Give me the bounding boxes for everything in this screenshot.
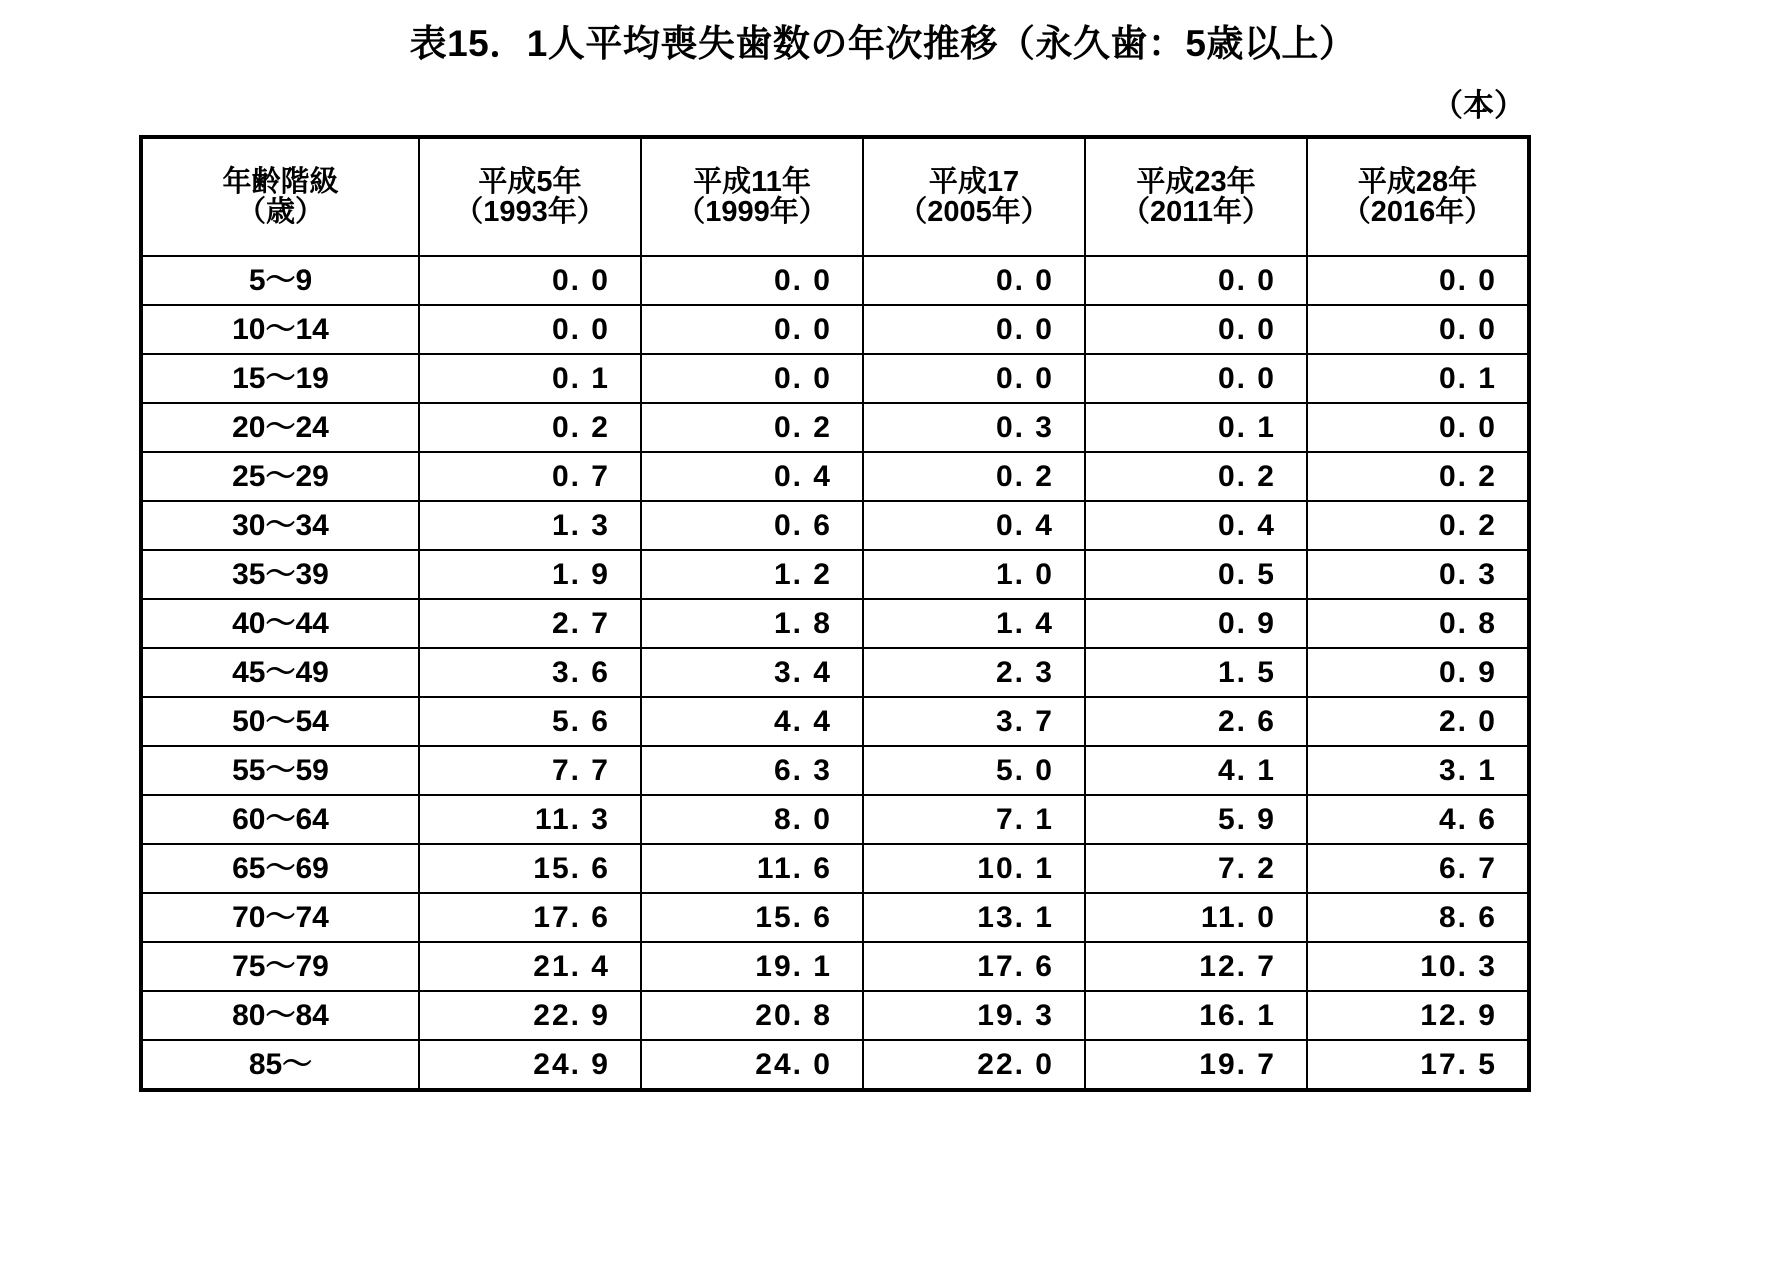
row-label: 45〜49 (141, 648, 419, 697)
row-label: 25〜29 (141, 452, 419, 501)
row-label: 20〜24 (141, 403, 419, 452)
row-label: 60〜64 (141, 795, 419, 844)
row-label: 35〜39 (141, 550, 419, 599)
cell-value: 6. 3 (641, 746, 863, 795)
table-row (141, 844, 1529, 893)
row-label: 30〜34 (141, 501, 419, 550)
cell-value: 2. 0 (1307, 697, 1529, 746)
row-label: 75〜79 (141, 942, 419, 991)
row-label: 85〜 (141, 1040, 419, 1090)
cell-value: 8. 6 (1307, 893, 1529, 942)
cell-value: 7. 7 (419, 746, 641, 795)
cell-value: 19. 7 (1085, 1040, 1307, 1090)
cell-value: 0. 0 (419, 305, 641, 354)
table-container (123, 135, 1643, 1092)
cell-value: 22. 0 (863, 1040, 1085, 1090)
cell-value: 0. 0 (1307, 403, 1529, 452)
table-row (141, 501, 1529, 550)
table-row (141, 942, 1529, 991)
table-row (141, 354, 1529, 403)
cell-value: 0. 0 (1085, 354, 1307, 403)
cell-value: 0. 0 (419, 256, 641, 305)
row-label: 55〜59 (141, 746, 419, 795)
cell-value: 24. 0 (641, 1040, 863, 1090)
cell-value: 0. 0 (863, 354, 1085, 403)
cell-value: 11. 3 (419, 795, 641, 844)
table-row (141, 403, 1529, 452)
cell-value: 2. 3 (863, 648, 1085, 697)
cell-value: 2. 6 (1085, 697, 1307, 746)
cell-value: 0. 0 (641, 354, 863, 403)
cell-value: 7. 2 (1085, 844, 1307, 893)
cell-value: 10. 1 (863, 844, 1085, 893)
cell-value: 13. 1 (863, 893, 1085, 942)
row-label: 10〜14 (141, 305, 419, 354)
table-row (141, 1040, 1529, 1090)
table-body (141, 256, 1529, 1090)
row-label: 15〜19 (141, 354, 419, 403)
table-row (141, 893, 1529, 942)
cell-value: 15. 6 (641, 893, 863, 942)
cell-value: 0. 0 (1085, 256, 1307, 305)
tooth-loss-table (139, 135, 1531, 1092)
cell-value: 17. 5 (1307, 1040, 1529, 1090)
column-header-2005: 平成17 （2005年） (863, 137, 1085, 256)
column-header-2011: 平成23年 （2011年） (1085, 137, 1307, 256)
cell-value: 15. 6 (419, 844, 641, 893)
cell-value: 0. 3 (1307, 550, 1529, 599)
cell-value: 12. 9 (1307, 991, 1529, 1040)
cell-value: 24. 9 (419, 1040, 641, 1090)
cell-value: 6. 7 (1307, 844, 1529, 893)
unit-label: （本） (1432, 88, 1525, 124)
cell-value: 2. 7 (419, 599, 641, 648)
cell-value: 12. 7 (1085, 942, 1307, 991)
table-row (141, 648, 1529, 697)
cell-value: 21. 4 (419, 942, 641, 991)
column-header-2016: 平成28年 （2016年） (1307, 137, 1529, 256)
cell-value: 5. 6 (419, 697, 641, 746)
cell-value: 0. 0 (863, 256, 1085, 305)
cell-value: 16. 1 (1085, 991, 1307, 1040)
cell-value: 0. 0 (1307, 256, 1529, 305)
cell-value: 4. 4 (641, 697, 863, 746)
cell-value: 0. 2 (1307, 501, 1529, 550)
table-row (141, 599, 1529, 648)
column-header-1993: 平成5年 （1993年） (419, 137, 641, 256)
table-row (141, 550, 1529, 599)
cell-value: 19. 3 (863, 991, 1085, 1040)
cell-value: 0. 2 (1085, 452, 1307, 501)
cell-value: 4. 1 (1085, 746, 1307, 795)
cell-value: 1. 0 (863, 550, 1085, 599)
cell-value: 22. 9 (419, 991, 641, 1040)
cell-value: 7. 1 (863, 795, 1085, 844)
cell-value: 0. 8 (1307, 599, 1529, 648)
table-row (141, 452, 1529, 501)
cell-value: 17. 6 (419, 893, 641, 942)
table-row (141, 991, 1529, 1040)
cell-value: 0. 2 (419, 403, 641, 452)
table-row (141, 256, 1529, 305)
page-title: 表15．1人平均喪失歯数の年次推移（永久歯：5歳以上） (409, 23, 1357, 64)
cell-value: 0. 7 (419, 452, 641, 501)
cell-value: 0. 2 (1307, 452, 1529, 501)
cell-value: 11. 6 (641, 844, 863, 893)
cell-value: 3. 6 (419, 648, 641, 697)
cell-value: 17. 6 (863, 942, 1085, 991)
cell-value: 1. 8 (641, 599, 863, 648)
table-head (141, 137, 1529, 256)
cell-value: 0. 2 (863, 452, 1085, 501)
cell-value: 0. 6 (641, 501, 863, 550)
table-row (141, 305, 1529, 354)
table-row (141, 697, 1529, 746)
cell-value: 1. 4 (863, 599, 1085, 648)
cell-value: 0. 1 (1307, 354, 1529, 403)
cell-value: 0. 4 (641, 452, 863, 501)
cell-value: 0. 0 (641, 305, 863, 354)
cell-value: 0. 3 (863, 403, 1085, 452)
cell-value: 0. 0 (641, 256, 863, 305)
row-label: 40〜44 (141, 599, 419, 648)
cell-value: 20. 8 (641, 991, 863, 1040)
cell-value: 3. 1 (1307, 746, 1529, 795)
cell-value: 0. 1 (1085, 403, 1307, 452)
row-label: 65〜69 (141, 844, 419, 893)
cell-value: 0. 0 (1307, 305, 1529, 354)
header-row (141, 137, 1529, 256)
cell-value: 0. 4 (1085, 501, 1307, 550)
cell-value: 1. 9 (419, 550, 641, 599)
row-label: 80〜84 (141, 991, 419, 1040)
table-row (141, 746, 1529, 795)
cell-value: 3. 4 (641, 648, 863, 697)
cell-value: 5. 0 (863, 746, 1085, 795)
row-label: 5〜9 (141, 256, 419, 305)
cell-value: 3. 7 (863, 697, 1085, 746)
cell-value: 0. 0 (1085, 305, 1307, 354)
cell-value: 5. 9 (1085, 795, 1307, 844)
table-row (141, 795, 1529, 844)
cell-value: 0. 9 (1085, 599, 1307, 648)
cell-value: 1. 2 (641, 550, 863, 599)
cell-value: 11. 0 (1085, 893, 1307, 942)
cell-value: 0. 0 (863, 305, 1085, 354)
cell-value: 4. 6 (1307, 795, 1529, 844)
cell-value: 19. 1 (641, 942, 863, 991)
row-label: 50〜54 (141, 697, 419, 746)
cell-value: 0. 9 (1307, 648, 1529, 697)
cell-value: 0. 4 (863, 501, 1085, 550)
cell-value: 10. 3 (1307, 942, 1529, 991)
column-header-age: 年齢階級 （歳） (141, 137, 419, 256)
cell-value: 1. 5 (1085, 648, 1307, 697)
cell-value: 1. 3 (419, 501, 641, 550)
cell-value: 0. 2 (641, 403, 863, 452)
cell-value: 0. 1 (419, 354, 641, 403)
row-label: 70〜74 (141, 893, 419, 942)
cell-value: 8. 0 (641, 795, 863, 844)
column-header-1999: 平成11年 （1999年） (641, 137, 863, 256)
cell-value: 0. 5 (1085, 550, 1307, 599)
